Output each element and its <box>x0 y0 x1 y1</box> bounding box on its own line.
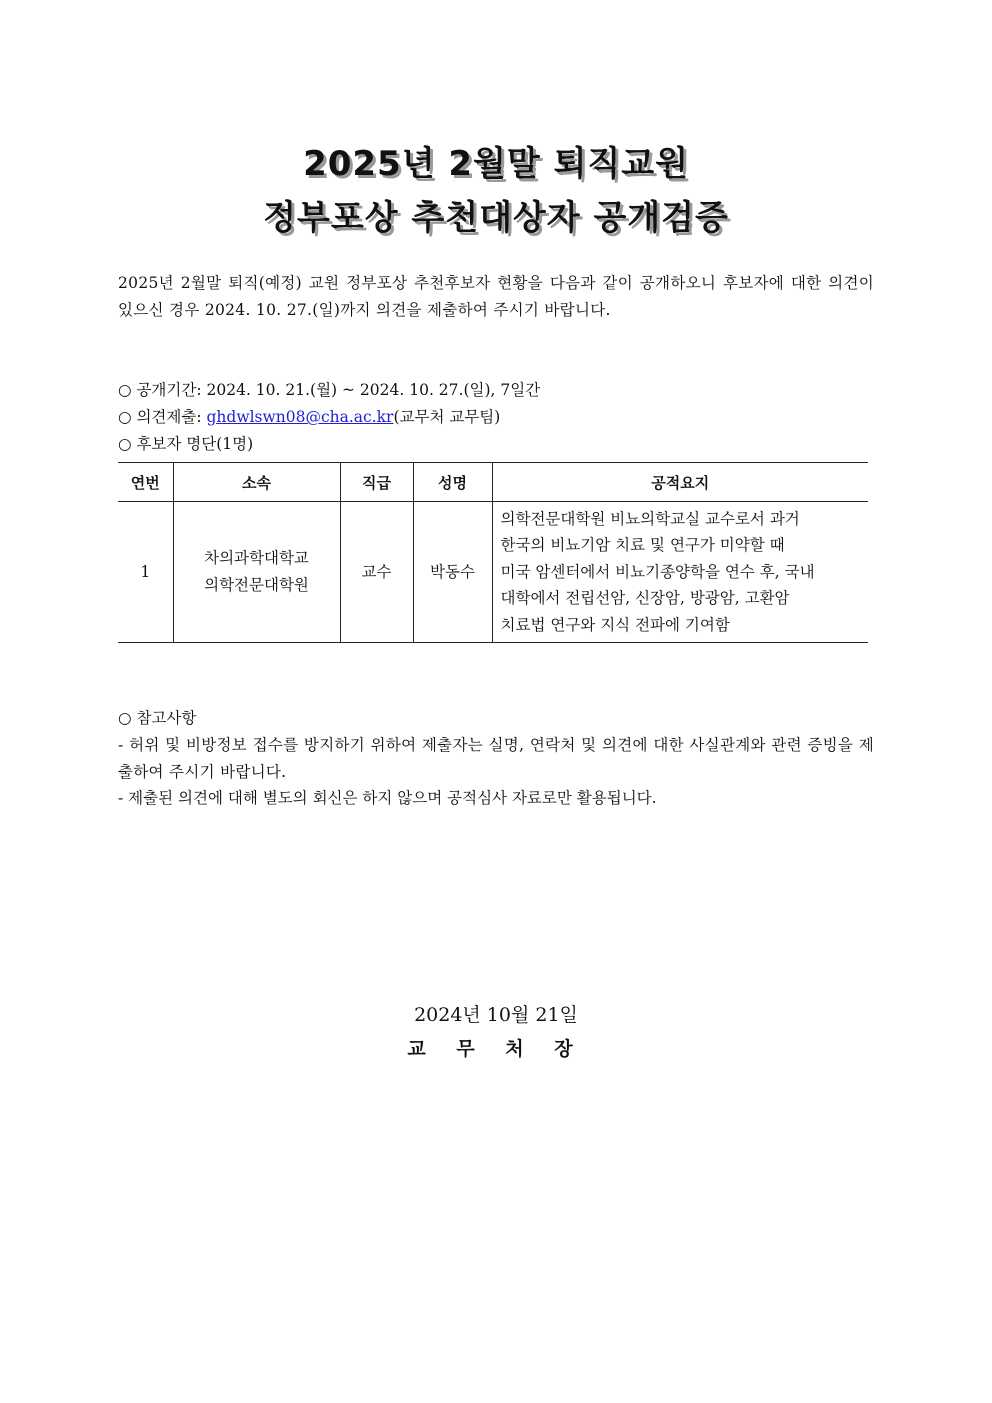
document-title-line2: 정부포상 추천대상자 공개검증 <box>263 198 729 238</box>
submission-label: ○ 의견제출: <box>118 408 207 426</box>
document-title-line1: 2025년 2월말 퇴직교원 <box>303 144 689 184</box>
issue-date: 2024년 10월 21일 <box>414 1004 578 1026</box>
header-no: 연번 <box>118 463 173 502</box>
cell-rank: 교수 <box>340 502 413 643</box>
candidate-list-heading: ○ 후보자 명단(1명) <box>118 435 254 453</box>
summary-line: 한국의 비뇨기암 치료 및 연구가 미약할 때 <box>500 536 785 555</box>
affiliation-line1: 차의과학대학교 <box>204 549 309 567</box>
intro-paragraph: 2025년 2월말 퇴직(예정) 교원 정부포상 추천후보자 현황을 다음과 같이 공개하오니 후보자에 대한 의견이 있으신 경우 2024. 10. 27.(일)까지 의견을 제출하여 주시기 바랍니다. <box>118 274 874 319</box>
candidate-table <box>118 462 868 643</box>
note-item-2: - 제출된 의견에 대해 별도의 회신은 하지 않으며 공적심사 자료로만 활용됩니다. <box>118 789 657 807</box>
header-summary: 공적요지 <box>492 463 868 502</box>
signer-title: 교 무 처 장 <box>407 1038 585 1060</box>
disclosure-period: ○ 공개기간: 2024. 10. 21.(월) ~ 2024. 10. 27.(일), 7일간 <box>118 381 541 399</box>
cell-summary <box>492 502 868 643</box>
affiliation-line2: 의학전문대학원 <box>204 576 309 594</box>
cell-name: 박동수 <box>413 502 492 643</box>
header-rank: 직급 <box>340 463 413 502</box>
table-header-row <box>118 463 868 502</box>
submission-office: (교무처 교무팀) <box>393 408 501 426</box>
summary-line: 치료법 연구와 지식 전파에 기여함 <box>500 615 730 634</box>
summary-line: 미국 암센터에서 비뇨기종양학을 연수 후, 국내 <box>500 562 815 581</box>
header-name: 성명 <box>413 463 492 502</box>
summary-line: 의학전문대학원 비뇨의학교실 교수로서 과거 <box>500 509 800 528</box>
header-affiliation: 소속 <box>173 463 340 502</box>
notes-heading: ○ 참고사항 <box>118 709 197 727</box>
opinion-submission <box>118 405 500 429</box>
note-item-1: - 허위 및 비방정보 접수를 방지하기 위하여 제출자는 실명, 연락처 및 의견에 대한 사실관계와 관련 증빙을 제출하여 주시기 바랍니다. <box>118 736 874 781</box>
submission-email-link[interactable]: ghdwlswn08@cha.ac.kr <box>206 408 394 426</box>
summary-line: 대학에서 전립선암, 신장암, 방광암, 고환암 <box>500 589 790 608</box>
cell-affiliation <box>173 502 340 643</box>
table-row <box>118 502 868 643</box>
cell-no: 1 <box>118 502 173 643</box>
